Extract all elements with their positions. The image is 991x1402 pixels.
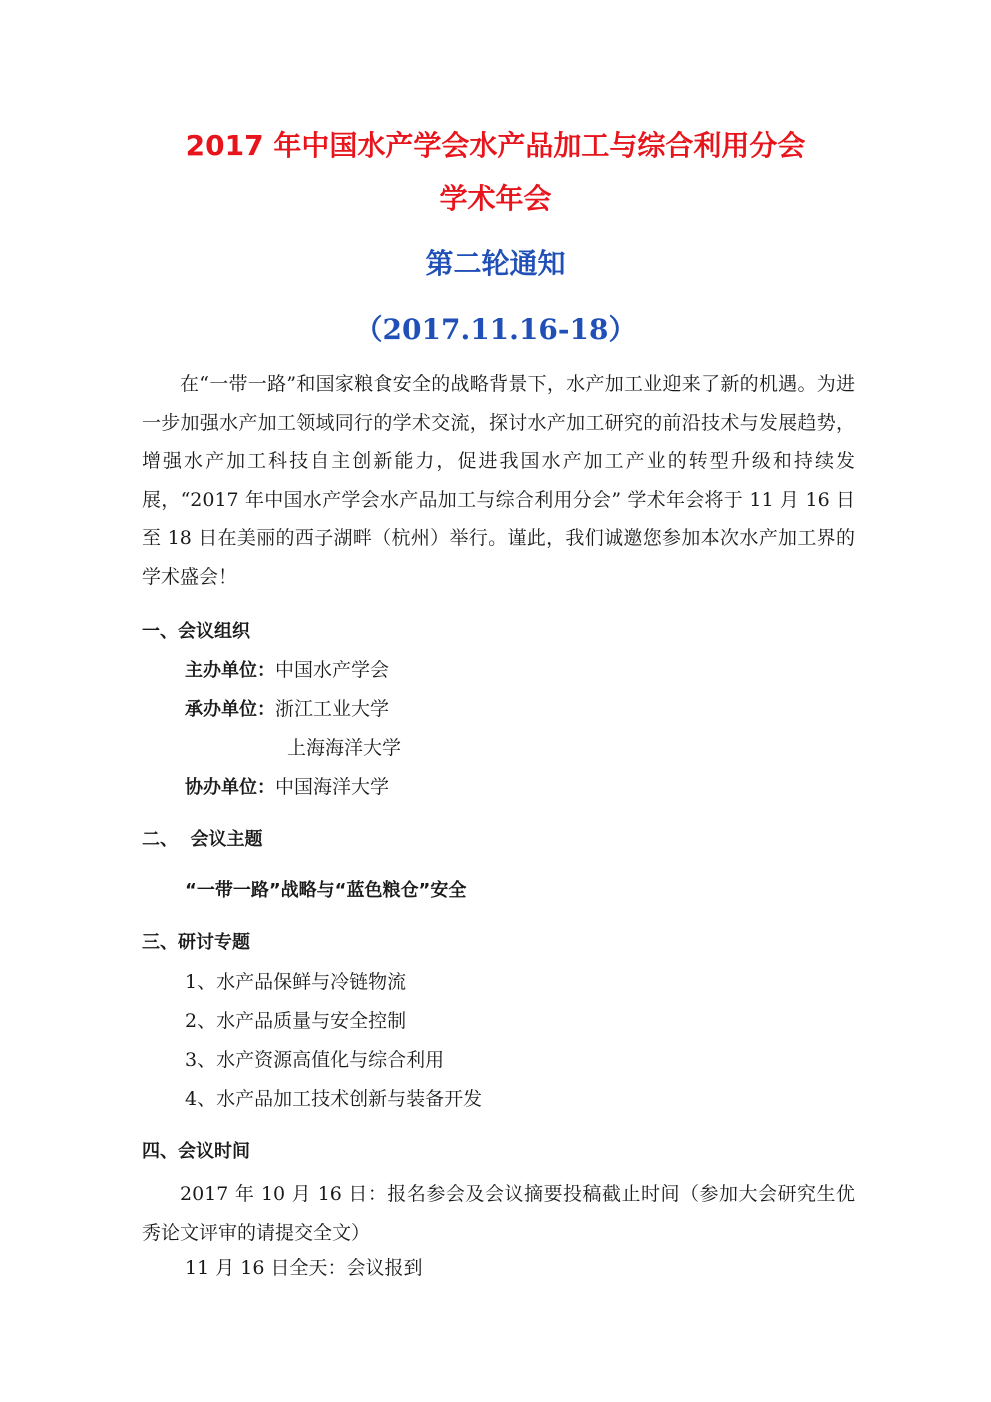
section-heading-topics: 三、研讨专题 <box>142 932 250 953</box>
coorganizer-value: 中国海洋大学 <box>275 776 390 798</box>
coorganizer-label: 协办单位： <box>185 777 275 798</box>
section-heading-organization: 一、会议组织 <box>142 621 250 642</box>
organizer-value-1: 浙江工业大学 <box>275 698 390 720</box>
section-heading-theme: 二、 会议主题 <box>142 829 263 850</box>
document-title-line2: 学术年会 <box>439 182 552 215</box>
topic-item: 1、水产品保鲜与冷链物流 <box>185 971 407 993</box>
topic-item: 2、水产品质量与安全控制 <box>185 1010 407 1032</box>
section-heading-time: 四、会议时间 <box>142 1141 250 1162</box>
notice-title: 第二轮通知 <box>425 247 566 280</box>
host-label: 主办单位： <box>185 660 275 681</box>
organizer-label: 承办单位： <box>185 699 275 720</box>
intro-paragraph: 在“一带一路”和国家粮食安全的战略背景下，水产加工业迎来了新的机遇。为进一步加强水产加工领域同行的学术交流，探讨水产加工研究的前沿技术与发展趋势，增强水产加工科技自主创新能力，促进我国水产加工产业的转型升级和持续发展，“2017 年中国水产学会水产品加工与综合利用分会” 学术年会将于 11 月 16 日至 18 日在美丽的西子湖畔（杭州）举行。谨此，我们诚邀您参加本次水产加工界的学术盛会！ <box>142 373 855 588</box>
topic-item: 4、水产品加工技术创新与装备开发 <box>185 1088 483 1110</box>
host-row <box>185 655 389 686</box>
document-title-line1: 2017 年中国水产学会水产品加工与综合利用分会 <box>185 129 806 162</box>
coorganizer-row <box>185 772 389 803</box>
schedule-item-deadline: 2017 年 10 月 16 日：报名参会及会议摘要投稿截止时间（参加大会研究生优秀论文评审的请提交全文） <box>142 1183 855 1244</box>
topic-item: 3、水产资源高值化与综合利用 <box>185 1049 445 1071</box>
conference-theme: “一带一路”战略与“蓝色粮仓”安全 <box>185 880 467 901</box>
host-value: 中国水产学会 <box>275 659 390 681</box>
schedule-item-registration: 11 月 16 日全天：会议报到 <box>185 1257 423 1279</box>
event-dates: （2017.11.16-18） <box>354 313 637 346</box>
organizer-row <box>185 694 389 725</box>
organizer-value-2: 上海海洋大学 <box>287 737 402 759</box>
